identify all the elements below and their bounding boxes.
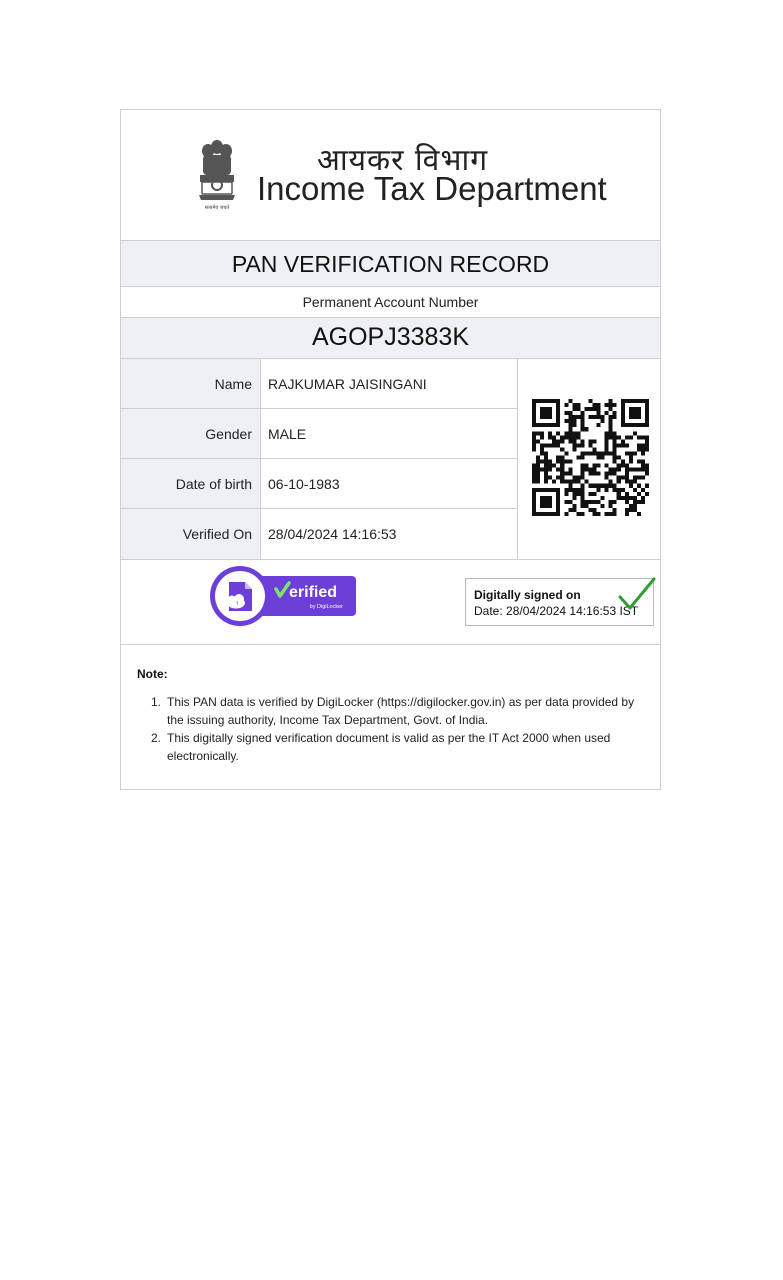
gender-label: Gender	[205, 426, 252, 442]
note-number: 2.	[151, 731, 162, 745]
signature-date: Date: 28/04/2024 14:16:53 IST	[474, 604, 639, 618]
signature-valid-check-icon	[616, 573, 658, 615]
dob-value: 06-10-1983	[268, 476, 340, 492]
divider	[121, 559, 660, 560]
pan-number: AGOPJ3383K	[311, 323, 470, 351]
digilocker-verified-badge	[210, 565, 357, 627]
record-subtitle: Permanent Account Number	[302, 294, 479, 310]
signature-title: Digitally signed on	[474, 588, 581, 602]
record-title: PAN VERIFICATION RECORD	[231, 251, 550, 277]
gender-value: MALE	[268, 426, 307, 442]
emblem-motto: सत्यमेव जयते	[204, 205, 230, 211]
divider	[121, 458, 518, 459]
svg-text:↑: ↑	[235, 601, 240, 607]
note-title: Note:	[137, 667, 168, 681]
hindi-title: आयकर विभाग	[317, 143, 489, 178]
badge-subtext: by DigiLocker	[309, 604, 343, 610]
divider	[121, 508, 518, 509]
note-text: This PAN data is verified by DigiLocker (https://digilocker.gov.in) as per data provided by the issuing authority, Income Tax Department, Govt. of India.	[167, 695, 635, 727]
divider	[121, 408, 518, 409]
qr-modules	[532, 399, 649, 516]
dob-label: Date of birth	[175, 476, 252, 492]
divider	[260, 359, 261, 559]
divider	[517, 359, 518, 559]
note-text: This digitally signed verification document is valid as per the IT Act 2000 when used electronically.	[167, 731, 611, 763]
digital-signature-box	[465, 578, 654, 626]
qr-code	[532, 399, 649, 516]
name-label: Name	[214, 376, 252, 392]
header	[121, 110, 660, 240]
verified-on-label: Verified On	[182, 526, 252, 542]
verified-on-value: 28/04/2024 14:16:53	[268, 526, 397, 542]
national-emblem-icon	[194, 135, 240, 211]
divider	[121, 644, 660, 645]
badge-text: erified	[289, 584, 338, 601]
english-title: Income Tax Department	[257, 170, 607, 207]
note-number: 1.	[151, 695, 162, 709]
name-value: RAJKUMAR JAISINGANI	[268, 376, 427, 392]
pan-verification-card	[120, 109, 661, 790]
divider	[121, 286, 660, 287]
